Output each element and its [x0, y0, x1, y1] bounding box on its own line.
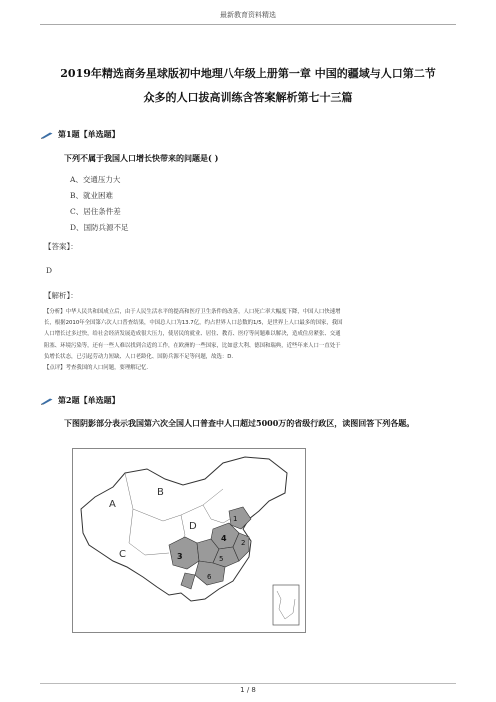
- analysis-line: 人口增长过多过快，给社会经济发展造成很大压力，使居民的就业、居住、教育、医疗等问题难以解决，造成住房紧张、交通: [44, 331, 341, 338]
- question-2-stem: 下图阴影部分表示我国第六次全国人口普查中人口超过5000万的省级行政区，读图回答下列各题。: [64, 418, 415, 428]
- option-b: B、就业困难: [70, 191, 114, 200]
- header-divider: [40, 24, 456, 25]
- footer-divider: [40, 683, 456, 684]
- analysis-line: 【分析】中华人民共和国成立后，由于人民生活水平的提高和医疗卫生条件的改善，人口死亡率大幅度下降，中国人口快速增: [44, 309, 341, 315]
- option-d: D、国防兵源不足: [70, 223, 129, 232]
- map-label-d: D: [189, 521, 197, 532]
- pen-icon: [40, 397, 54, 405]
- option-c: C、居住条件差: [70, 207, 121, 216]
- analysis-line: 【点评】考查我国的人口问题，要理解记忆．: [44, 365, 152, 372]
- question-2-heading: [40, 395, 120, 406]
- map-label-5: 5: [219, 555, 224, 563]
- page-header: 最新教育资料精选: [220, 11, 276, 19]
- analysis-line: 阻塞、环境污染等，还有一些人难以找到合适的工作，在欧洲的一些国家，比如意大利、德国和瑞典，近些年来人口一直处于: [44, 342, 341, 349]
- map-label-6: 6: [207, 573, 212, 581]
- answer-value: D: [46, 266, 53, 275]
- map-label-c: C: [119, 549, 126, 560]
- analysis-line: 负增长状态，已引起劳动力短缺、人口老龄化、国防兵源不足等问题，故选：D．: [44, 353, 237, 360]
- china-population-map: [72, 448, 306, 633]
- analysis-line: 长，根据2010年全国第六次人口普查结果，中国总人口为13.7亿，约占世界人口总数的1/5，是世界上人口最多的国家，我国: [44, 320, 343, 327]
- map-label-b: B: [157, 487, 164, 498]
- map-label-3: 3: [177, 552, 183, 561]
- answer-label: 【答案】：: [44, 242, 78, 251]
- map-label-4: 4: [221, 534, 227, 543]
- analysis-label: 【解析】：: [44, 291, 78, 300]
- pen-icon: [40, 131, 54, 139]
- analysis-text: [44, 307, 462, 374]
- south-china-sea-inset: [273, 585, 299, 625]
- map-label-1: 1: [233, 515, 238, 523]
- page-number: 1 / 8: [240, 686, 256, 694]
- question-2-title: 第2题【单选题】: [58, 395, 120, 405]
- map-label-a: A: [109, 499, 116, 510]
- question-1-stem: 下列不属于我国人口增长快带来的问题是( ): [64, 153, 219, 163]
- map-label-2: 2: [241, 539, 246, 547]
- option-a: A、交通压力大: [70, 175, 121, 184]
- title-line-2: 众多的人口拔高训练含答案解析第七十三篇: [143, 91, 353, 104]
- question-1-title: 第1题【单选题】: [58, 129, 120, 139]
- question-1-heading: [40, 129, 120, 140]
- title-line-1: 2019年精选商务星球版初中地理八年级上册第一章 中国的疆域与人口第二节: [60, 67, 436, 80]
- map-graphic: [73, 449, 305, 632]
- document-title: [40, 62, 456, 110]
